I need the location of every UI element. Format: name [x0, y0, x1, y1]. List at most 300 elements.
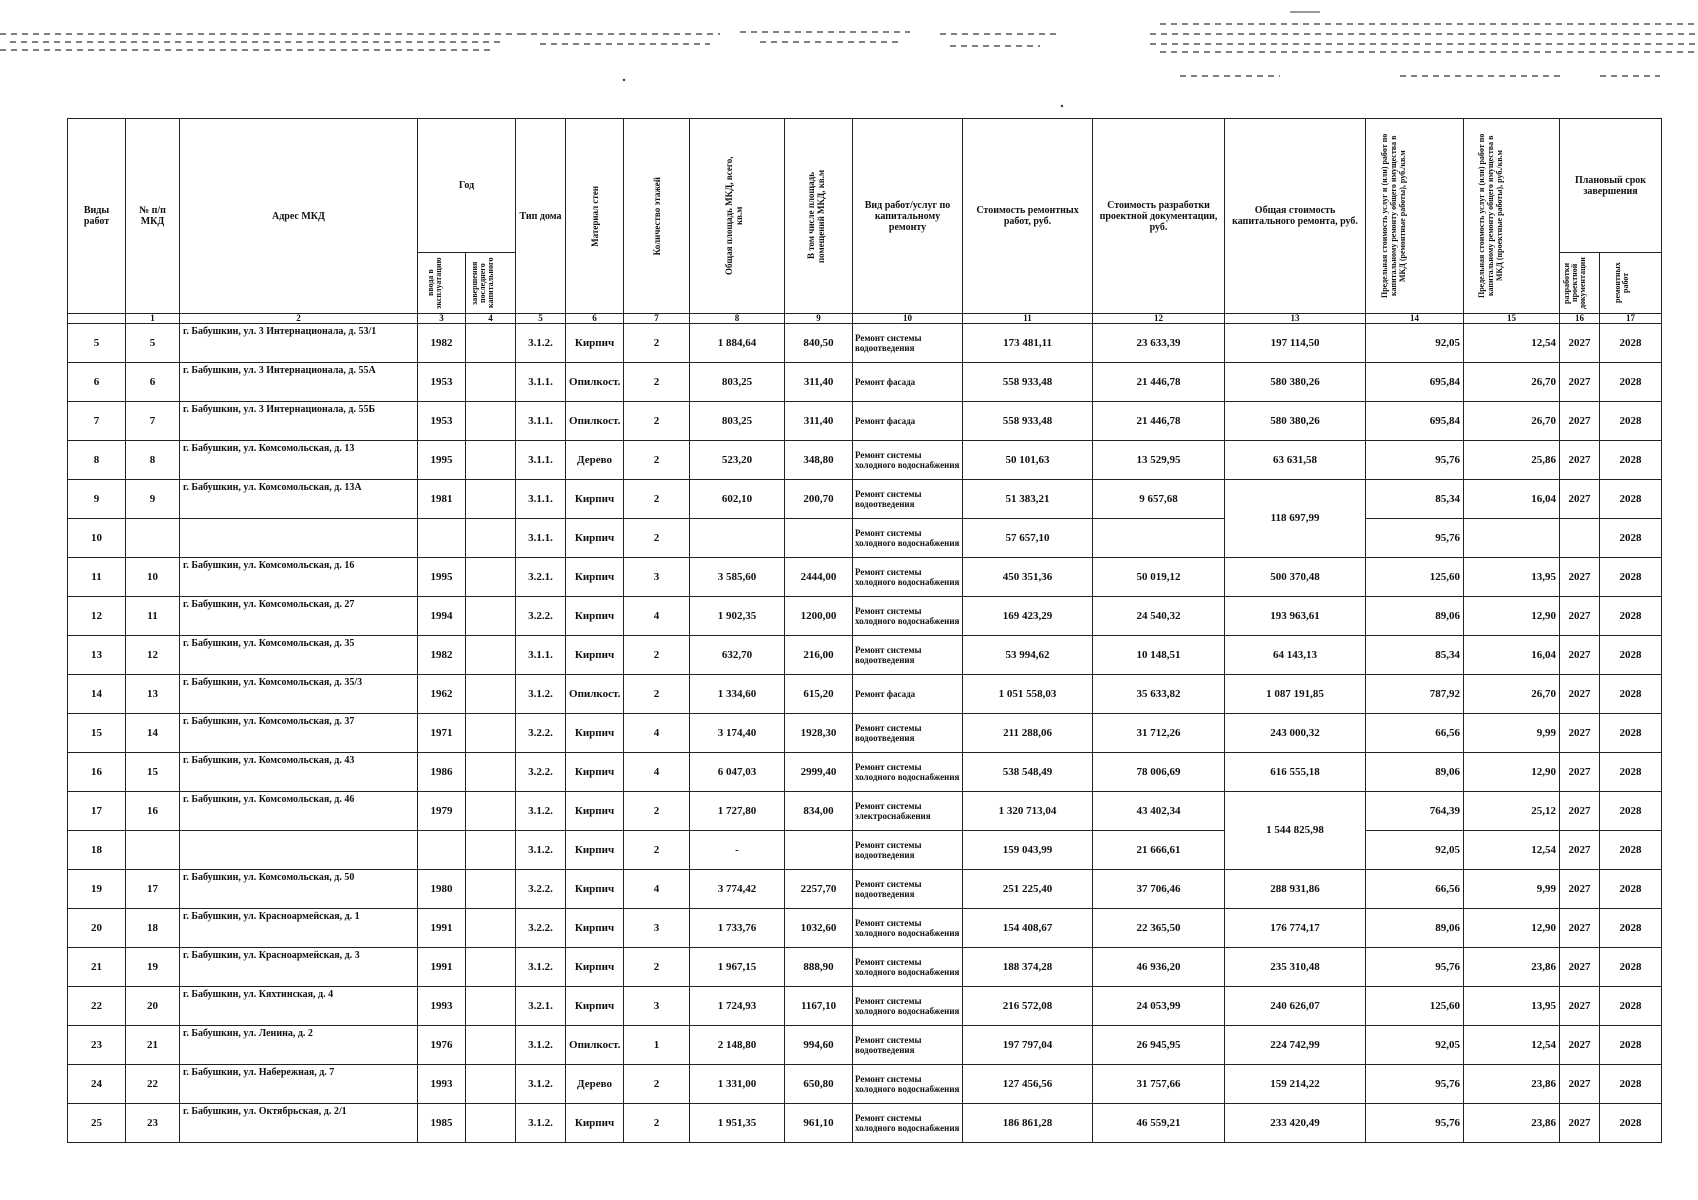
header-row	[68, 119, 1662, 253]
row-address: г. Бабушкин, ул. Комсомольская, д. 13А	[180, 480, 418, 519]
row-address: г. Бабушкин, ул. Комсомольская, д. 37	[180, 714, 418, 753]
column-number: 15	[1464, 314, 1560, 324]
column-number: 8	[690, 314, 785, 324]
row-premises-area: 615,20	[785, 675, 853, 714]
row-total-cost: 240 626,07	[1225, 987, 1366, 1026]
row-year-commissioning: 1953	[418, 363, 466, 402]
row-house-type: 3.2.2.	[516, 909, 566, 948]
row-premises-area: 961,10	[785, 1104, 853, 1143]
row-premises-area: 1167,10	[785, 987, 853, 1026]
row-premises-area	[785, 831, 853, 870]
row-wall-material: Кирпич	[566, 324, 624, 363]
row-total-area: 1 951,35	[690, 1104, 785, 1143]
row-limit-design: 9,99	[1464, 870, 1560, 909]
row-limit-repair: 95,76	[1366, 519, 1464, 558]
row-year-last-repair	[466, 558, 516, 597]
row-total-cost: 235 310,48	[1225, 948, 1366, 987]
row-limit-repair: 89,06	[1366, 909, 1464, 948]
row-floors: 4	[624, 870, 690, 909]
row-design-cost: 22 365,50	[1093, 909, 1225, 948]
row-building-number: 12	[126, 636, 180, 675]
row-building-number: 19	[126, 948, 180, 987]
row-wall-material: Кирпич	[566, 831, 624, 870]
column-number: 2	[180, 314, 418, 324]
row-design-cost	[1093, 519, 1225, 558]
header-total-area: Общая площадь МКД, всего, кв.м	[724, 156, 745, 276]
row-works-number: 17	[68, 792, 126, 831]
row-address: г. Бабушкин, ул. Комсомольская, д. 35/3	[180, 675, 418, 714]
row-year-last-repair	[466, 714, 516, 753]
row-year-commissioning: 1985	[418, 1104, 466, 1143]
row-repair-cost: 188 374,28	[963, 948, 1093, 987]
header-work-type: Вид работ/услуг по капитальному ремонту	[853, 119, 963, 314]
row-deadline-repair: 2028	[1600, 402, 1662, 441]
row-year-commissioning: 1993	[418, 987, 466, 1026]
row-building-number: 23	[126, 1104, 180, 1143]
table-row	[68, 636, 1662, 675]
row-deadline-design: 2027	[1560, 480, 1600, 519]
row-house-type: 3.1.1.	[516, 402, 566, 441]
row-year-last-repair	[466, 402, 516, 441]
row-year-commissioning: 1953	[418, 402, 466, 441]
row-building-number: 22	[126, 1065, 180, 1104]
row-deadline-design: 2027	[1560, 1026, 1600, 1065]
row-limit-repair: 95,76	[1366, 441, 1464, 480]
row-wall-material: Кирпич	[566, 753, 624, 792]
row-repair-cost: 159 043,99	[963, 831, 1093, 870]
row-premises-area: 834,00	[785, 792, 853, 831]
row-total-area: 602,10	[690, 480, 785, 519]
row-limit-design: 25,86	[1464, 441, 1560, 480]
row-deadline-design: 2027	[1560, 831, 1600, 870]
row-limit-design: 16,04	[1464, 480, 1560, 519]
row-house-type: 3.2.2.	[516, 597, 566, 636]
row-premises-area: 888,90	[785, 948, 853, 987]
row-house-type: 3.1.2.	[516, 1026, 566, 1065]
row-design-cost: 43 402,34	[1093, 792, 1225, 831]
row-deadline-design: 2027	[1560, 753, 1600, 792]
row-deadline-design: 2027	[1560, 987, 1600, 1026]
row-works-number: 8	[68, 441, 126, 480]
row-address: г. Бабушкин, ул. Комсомольская, д. 27	[180, 597, 418, 636]
column-number: 16	[1560, 314, 1600, 324]
table-row	[68, 1065, 1662, 1104]
row-year-commissioning: 1980	[418, 870, 466, 909]
row-total-area: 1 902,35	[690, 597, 785, 636]
row-limit-design: 9,99	[1464, 714, 1560, 753]
row-repair-cost: 50 101,63	[963, 441, 1093, 480]
header-wall-material: Материал стен	[589, 185, 600, 247]
row-deadline-repair: 2028	[1600, 870, 1662, 909]
row-limit-repair: 89,06	[1366, 597, 1464, 636]
row-floors: 2	[624, 675, 690, 714]
row-year-last-repair	[466, 1104, 516, 1143]
row-year-last-repair	[466, 675, 516, 714]
row-deadline-repair: 2028	[1600, 519, 1662, 558]
column-number: 4	[466, 314, 516, 324]
row-address: г. Бабушкин, ул. Комсомольская, д. 16	[180, 558, 418, 597]
table-row	[68, 519, 1662, 558]
row-floors: 2	[624, 324, 690, 363]
row-work-type: Ремонт системы водоотведения	[853, 480, 963, 519]
row-total-cost: 176 774,17	[1225, 909, 1366, 948]
row-total-area: 3 585,60	[690, 558, 785, 597]
row-deadline-repair: 2028	[1600, 636, 1662, 675]
row-premises-area: 840,50	[785, 324, 853, 363]
row-repair-cost: 169 423,29	[963, 597, 1093, 636]
row-premises-area: 1032,60	[785, 909, 853, 948]
row-work-type: Ремонт системы холодного водоснабжения	[853, 519, 963, 558]
row-limit-repair: 85,34	[1366, 636, 1464, 675]
row-works-number: 13	[68, 636, 126, 675]
subheader-deadline-repair: ремонтных работ	[1612, 262, 1630, 304]
column-number: 17	[1600, 314, 1662, 324]
row-year-commissioning: 1986	[418, 753, 466, 792]
row-repair-cost: 211 288,06	[963, 714, 1093, 753]
row-year-commissioning: 1994	[418, 597, 466, 636]
row-works-number: 22	[68, 987, 126, 1026]
row-year-commissioning: 1995	[418, 441, 466, 480]
row-total-area: 803,25	[690, 402, 785, 441]
row-limit-design: 23,86	[1464, 948, 1560, 987]
row-design-cost: 78 006,69	[1093, 753, 1225, 792]
row-year-commissioning: 1991	[418, 948, 466, 987]
row-limit-design	[1464, 519, 1560, 558]
column-number: 7	[624, 314, 690, 324]
row-address: г. Бабушкин, ул. Комсомольская, д. 46	[180, 792, 418, 831]
table-row	[68, 753, 1662, 792]
row-premises-area: 2257,70	[785, 870, 853, 909]
row-work-type: Ремонт системы холодного водоснабжения	[853, 987, 963, 1026]
header-works: Виды работ	[68, 119, 126, 314]
row-design-cost: 31 712,26	[1093, 714, 1225, 753]
column-number: 11	[963, 314, 1093, 324]
row-deadline-repair: 2028	[1600, 558, 1662, 597]
row-work-type: Ремонт системы водоотведения	[853, 324, 963, 363]
table-row	[68, 441, 1662, 480]
row-house-type: 3.1.1.	[516, 636, 566, 675]
column-number: 9	[785, 314, 853, 324]
row-house-type: 3.1.1.	[516, 441, 566, 480]
row-limit-design: 13,95	[1464, 987, 1560, 1026]
row-works-number: 25	[68, 1104, 126, 1143]
row-year-last-repair	[466, 480, 516, 519]
row-floors: 2	[624, 1065, 690, 1104]
row-total-area	[690, 519, 785, 558]
row-year-last-repair	[466, 519, 516, 558]
row-year-commissioning: 1982	[418, 324, 466, 363]
column-number: 1	[126, 314, 180, 324]
row-year-commissioning: 1979	[418, 792, 466, 831]
header-year: Год	[418, 119, 516, 253]
row-works-number: 10	[68, 519, 126, 558]
row-premises-area	[785, 519, 853, 558]
row-limit-repair: 85,34	[1366, 480, 1464, 519]
row-wall-material: Опилкост.	[566, 363, 624, 402]
header-address: Адрес МКД	[180, 119, 418, 314]
row-work-type: Ремонт системы водоотведения	[853, 636, 963, 675]
row-address: г. Бабушкин, ул. Красноармейская, д. 3	[180, 948, 418, 987]
row-wall-material: Опилкост.	[566, 402, 624, 441]
row-deadline-design: 2027	[1560, 597, 1600, 636]
row-deadline-repair: 2028	[1600, 1065, 1662, 1104]
row-total-cost: 243 000,32	[1225, 714, 1366, 753]
row-wall-material: Опилкост.	[566, 675, 624, 714]
table-row	[68, 402, 1662, 441]
row-floors: 2	[624, 792, 690, 831]
subheader-deadline-design: разработки проектной документации	[1561, 257, 1587, 309]
row-floors: 3	[624, 987, 690, 1026]
row-repair-cost: 1 051 558,03	[963, 675, 1093, 714]
row-work-type: Ремонт системы водоотведения	[853, 831, 963, 870]
table-row	[68, 675, 1662, 714]
row-works-number: 21	[68, 948, 126, 987]
row-house-type: 3.1.1.	[516, 363, 566, 402]
row-repair-cost: 51 383,21	[963, 480, 1093, 519]
row-building-number	[126, 519, 180, 558]
row-work-type: Ремонт системы водоотведения	[853, 1026, 963, 1065]
row-floors: 2	[624, 480, 690, 519]
row-works-number: 14	[68, 675, 126, 714]
table-body	[68, 324, 1662, 1143]
row-deadline-repair: 2028	[1600, 987, 1662, 1026]
row-building-number: 17	[126, 870, 180, 909]
row-wall-material: Кирпич	[566, 636, 624, 675]
row-total-area: 523,20	[690, 441, 785, 480]
header-premises-area: В том числе площадь помещений МКД, кв.м	[805, 169, 826, 263]
row-deadline-design: 2027	[1560, 1104, 1600, 1143]
column-number: 12	[1093, 314, 1225, 324]
row-work-type: Ремонт системы водоотведения	[853, 714, 963, 753]
row-deadline-repair: 2028	[1600, 363, 1662, 402]
header-total-cost: Общая стоимость капитального ремонта, руб.	[1225, 119, 1366, 314]
row-limit-design: 25,12	[1464, 792, 1560, 831]
row-limit-design: 12,90	[1464, 753, 1560, 792]
row-building-number: 18	[126, 909, 180, 948]
row-total-cost: 159 214,22	[1225, 1065, 1366, 1104]
row-year-last-repair	[466, 987, 516, 1026]
row-floors: 2	[624, 948, 690, 987]
row-limit-design: 12,54	[1464, 1026, 1560, 1065]
row-design-cost: 9 657,68	[1093, 480, 1225, 519]
row-building-number: 7	[126, 402, 180, 441]
row-floors: 2	[624, 441, 690, 480]
row-repair-cost: 127 456,56	[963, 1065, 1093, 1104]
row-address: г. Бабушкин, ул. Комсомольская, д. 50	[180, 870, 418, 909]
row-repair-cost: 53 994,62	[963, 636, 1093, 675]
row-year-commissioning: 1962	[418, 675, 466, 714]
table-row	[68, 714, 1662, 753]
row-year-commissioning: 1995	[418, 558, 466, 597]
row-premises-area: 2444,00	[785, 558, 853, 597]
row-repair-cost: 173 481,11	[963, 324, 1093, 363]
row-total-area: 3 174,40	[690, 714, 785, 753]
row-total-cost: 63 631,58	[1225, 441, 1366, 480]
row-premises-area: 994,60	[785, 1026, 853, 1065]
row-limit-repair: 66,56	[1366, 870, 1464, 909]
row-address: г. Бабушкин, ул. Комсомольская, д. 13	[180, 441, 418, 480]
row-limit-design: 16,04	[1464, 636, 1560, 675]
row-building-number: 10	[126, 558, 180, 597]
row-total-area: 1 727,80	[690, 792, 785, 831]
row-design-cost: 21 446,78	[1093, 363, 1225, 402]
row-deadline-repair: 2028	[1600, 792, 1662, 831]
row-deadline-repair: 2028	[1600, 324, 1662, 363]
row-building-number: 5	[126, 324, 180, 363]
header-limit-repair: Предельная стоимость услуг и (или) работ по капитальному ремонту общего имущества в МКД (ремонтные работы), руб./кв.м	[1379, 133, 1407, 299]
row-premises-area: 311,40	[785, 363, 853, 402]
row-design-cost: 31 757,66	[1093, 1065, 1225, 1104]
row-total-area: 1 733,76	[690, 909, 785, 948]
table-row	[68, 363, 1662, 402]
row-deadline-repair: 2028	[1600, 714, 1662, 753]
table-row	[68, 987, 1662, 1026]
row-address: г. Бабушкин, ул. Комсомольская, д. 43	[180, 753, 418, 792]
row-house-type: 3.1.2.	[516, 324, 566, 363]
row-repair-cost: 154 408,67	[963, 909, 1093, 948]
row-deadline-design: 2027	[1560, 870, 1600, 909]
row-deadline-repair: 2028	[1600, 753, 1662, 792]
row-year-commissioning	[418, 831, 466, 870]
row-work-type: Ремонт фасада	[853, 675, 963, 714]
row-wall-material: Кирпич	[566, 987, 624, 1026]
row-limit-repair: 787,92	[1366, 675, 1464, 714]
row-year-last-repair	[466, 1065, 516, 1104]
row-deadline-repair: 2028	[1600, 441, 1662, 480]
row-total-area: 632,70	[690, 636, 785, 675]
row-total-area: 803,25	[690, 363, 785, 402]
row-deadline-repair: 2028	[1600, 831, 1662, 870]
row-design-cost: 21 666,61	[1093, 831, 1225, 870]
row-year-commissioning: 1991	[418, 909, 466, 948]
row-house-type: 3.1.1.	[516, 519, 566, 558]
row-limit-repair: 95,76	[1366, 1104, 1464, 1143]
row-design-cost: 46 559,21	[1093, 1104, 1225, 1143]
row-total-area: 1 334,60	[690, 675, 785, 714]
row-design-cost: 10 148,51	[1093, 636, 1225, 675]
row-floors: 2	[624, 1104, 690, 1143]
row-total-cost: 224 742,99	[1225, 1026, 1366, 1065]
row-works-number: 16	[68, 753, 126, 792]
column-number: 14	[1366, 314, 1464, 324]
row-limit-repair: 95,76	[1366, 948, 1464, 987]
row-year-commissioning: 1971	[418, 714, 466, 753]
row-total-cost: 197 114,50	[1225, 324, 1366, 363]
row-deadline-design: 2027	[1560, 363, 1600, 402]
row-building-number: 6	[126, 363, 180, 402]
row-premises-area: 216,00	[785, 636, 853, 675]
header-no: № п/п МКД	[126, 119, 180, 314]
row-deadline-design: 2027	[1560, 402, 1600, 441]
header-house-type: Тип дома	[516, 119, 566, 314]
row-works-number: 6	[68, 363, 126, 402]
row-year-commissioning: 1993	[418, 1065, 466, 1104]
row-deadline-repair: 2028	[1600, 909, 1662, 948]
row-repair-cost: 538 548,49	[963, 753, 1093, 792]
row-address: г. Бабушкин, ул. Ленина, д. 2	[180, 1026, 418, 1065]
row-repair-cost: 558 933,48	[963, 363, 1093, 402]
capital-repair-table	[67, 118, 1662, 1143]
row-year-commissioning: 1981	[418, 480, 466, 519]
row-repair-cost: 216 572,08	[963, 987, 1093, 1026]
row-year-last-repair	[466, 948, 516, 987]
row-building-number: 9	[126, 480, 180, 519]
row-limit-design: 12,90	[1464, 909, 1560, 948]
row-total-area: 1 331,00	[690, 1065, 785, 1104]
row-building-number: 21	[126, 1026, 180, 1065]
row-work-type: Ремонт системы электроснабжения	[853, 792, 963, 831]
row-limit-repair: 92,05	[1366, 1026, 1464, 1065]
row-year-last-repair	[466, 363, 516, 402]
row-work-type: Ремонт системы холодного водоснабжения	[853, 753, 963, 792]
row-address: г. Бабушкин, ул. Комсомольская, д. 35	[180, 636, 418, 675]
row-year-commissioning: 1976	[418, 1026, 466, 1065]
row-design-cost: 13 529,95	[1093, 441, 1225, 480]
row-deadline-design: 2027	[1560, 909, 1600, 948]
row-limit-repair: 695,84	[1366, 363, 1464, 402]
column-number: 6	[566, 314, 624, 324]
row-total-cost: 118 697,99	[1225, 480, 1366, 558]
row-work-type: Ремонт фасада	[853, 402, 963, 441]
row-building-number	[126, 831, 180, 870]
row-total-cost: 193 963,61	[1225, 597, 1366, 636]
row-work-type: Ремонт фасада	[853, 363, 963, 402]
row-premises-area: 200,70	[785, 480, 853, 519]
row-work-type: Ремонт системы водоотведения	[853, 870, 963, 909]
row-works-number: 12	[68, 597, 126, 636]
row-wall-material: Кирпич	[566, 597, 624, 636]
row-repair-cost: 450 351,36	[963, 558, 1093, 597]
row-total-area: 1 724,93	[690, 987, 785, 1026]
column-number: 3	[418, 314, 466, 324]
row-year-last-repair	[466, 792, 516, 831]
row-wall-material: Кирпич	[566, 714, 624, 753]
row-building-number: 15	[126, 753, 180, 792]
table-row	[68, 1026, 1662, 1065]
row-work-type: Ремонт системы холодного водоснабжения	[853, 909, 963, 948]
row-design-cost: 24 053,99	[1093, 987, 1225, 1026]
row-wall-material: Кирпич	[566, 558, 624, 597]
table-row	[68, 1104, 1662, 1143]
table-row	[68, 597, 1662, 636]
row-total-cost: 500 370,48	[1225, 558, 1366, 597]
header-deadline: Плановый срок завершения	[1560, 119, 1662, 253]
row-wall-material: Кирпич	[566, 909, 624, 948]
row-deadline-repair: 2028	[1600, 480, 1662, 519]
column-number: 13	[1225, 314, 1366, 324]
row-design-cost: 46 936,20	[1093, 948, 1225, 987]
row-floors: 2	[624, 636, 690, 675]
row-floors: 2	[624, 363, 690, 402]
row-repair-cost: 186 861,28	[963, 1104, 1093, 1143]
row-limit-repair: 66,56	[1366, 714, 1464, 753]
row-works-number: 5	[68, 324, 126, 363]
row-deadline-repair: 2028	[1600, 1026, 1662, 1065]
row-limit-design: 26,70	[1464, 675, 1560, 714]
column-number: 10	[853, 314, 963, 324]
row-works-number: 9	[68, 480, 126, 519]
row-building-number: 20	[126, 987, 180, 1026]
row-house-type: 3.1.2.	[516, 1104, 566, 1143]
row-year-last-repair	[466, 441, 516, 480]
row-works-number: 24	[68, 1065, 126, 1104]
row-year-last-repair	[466, 909, 516, 948]
row-wall-material: Дерево	[566, 1065, 624, 1104]
row-total-area: 6 047,03	[690, 753, 785, 792]
row-house-type: 3.1.1.	[516, 480, 566, 519]
row-deadline-repair: 2028	[1600, 597, 1662, 636]
row-floors: 3	[624, 558, 690, 597]
